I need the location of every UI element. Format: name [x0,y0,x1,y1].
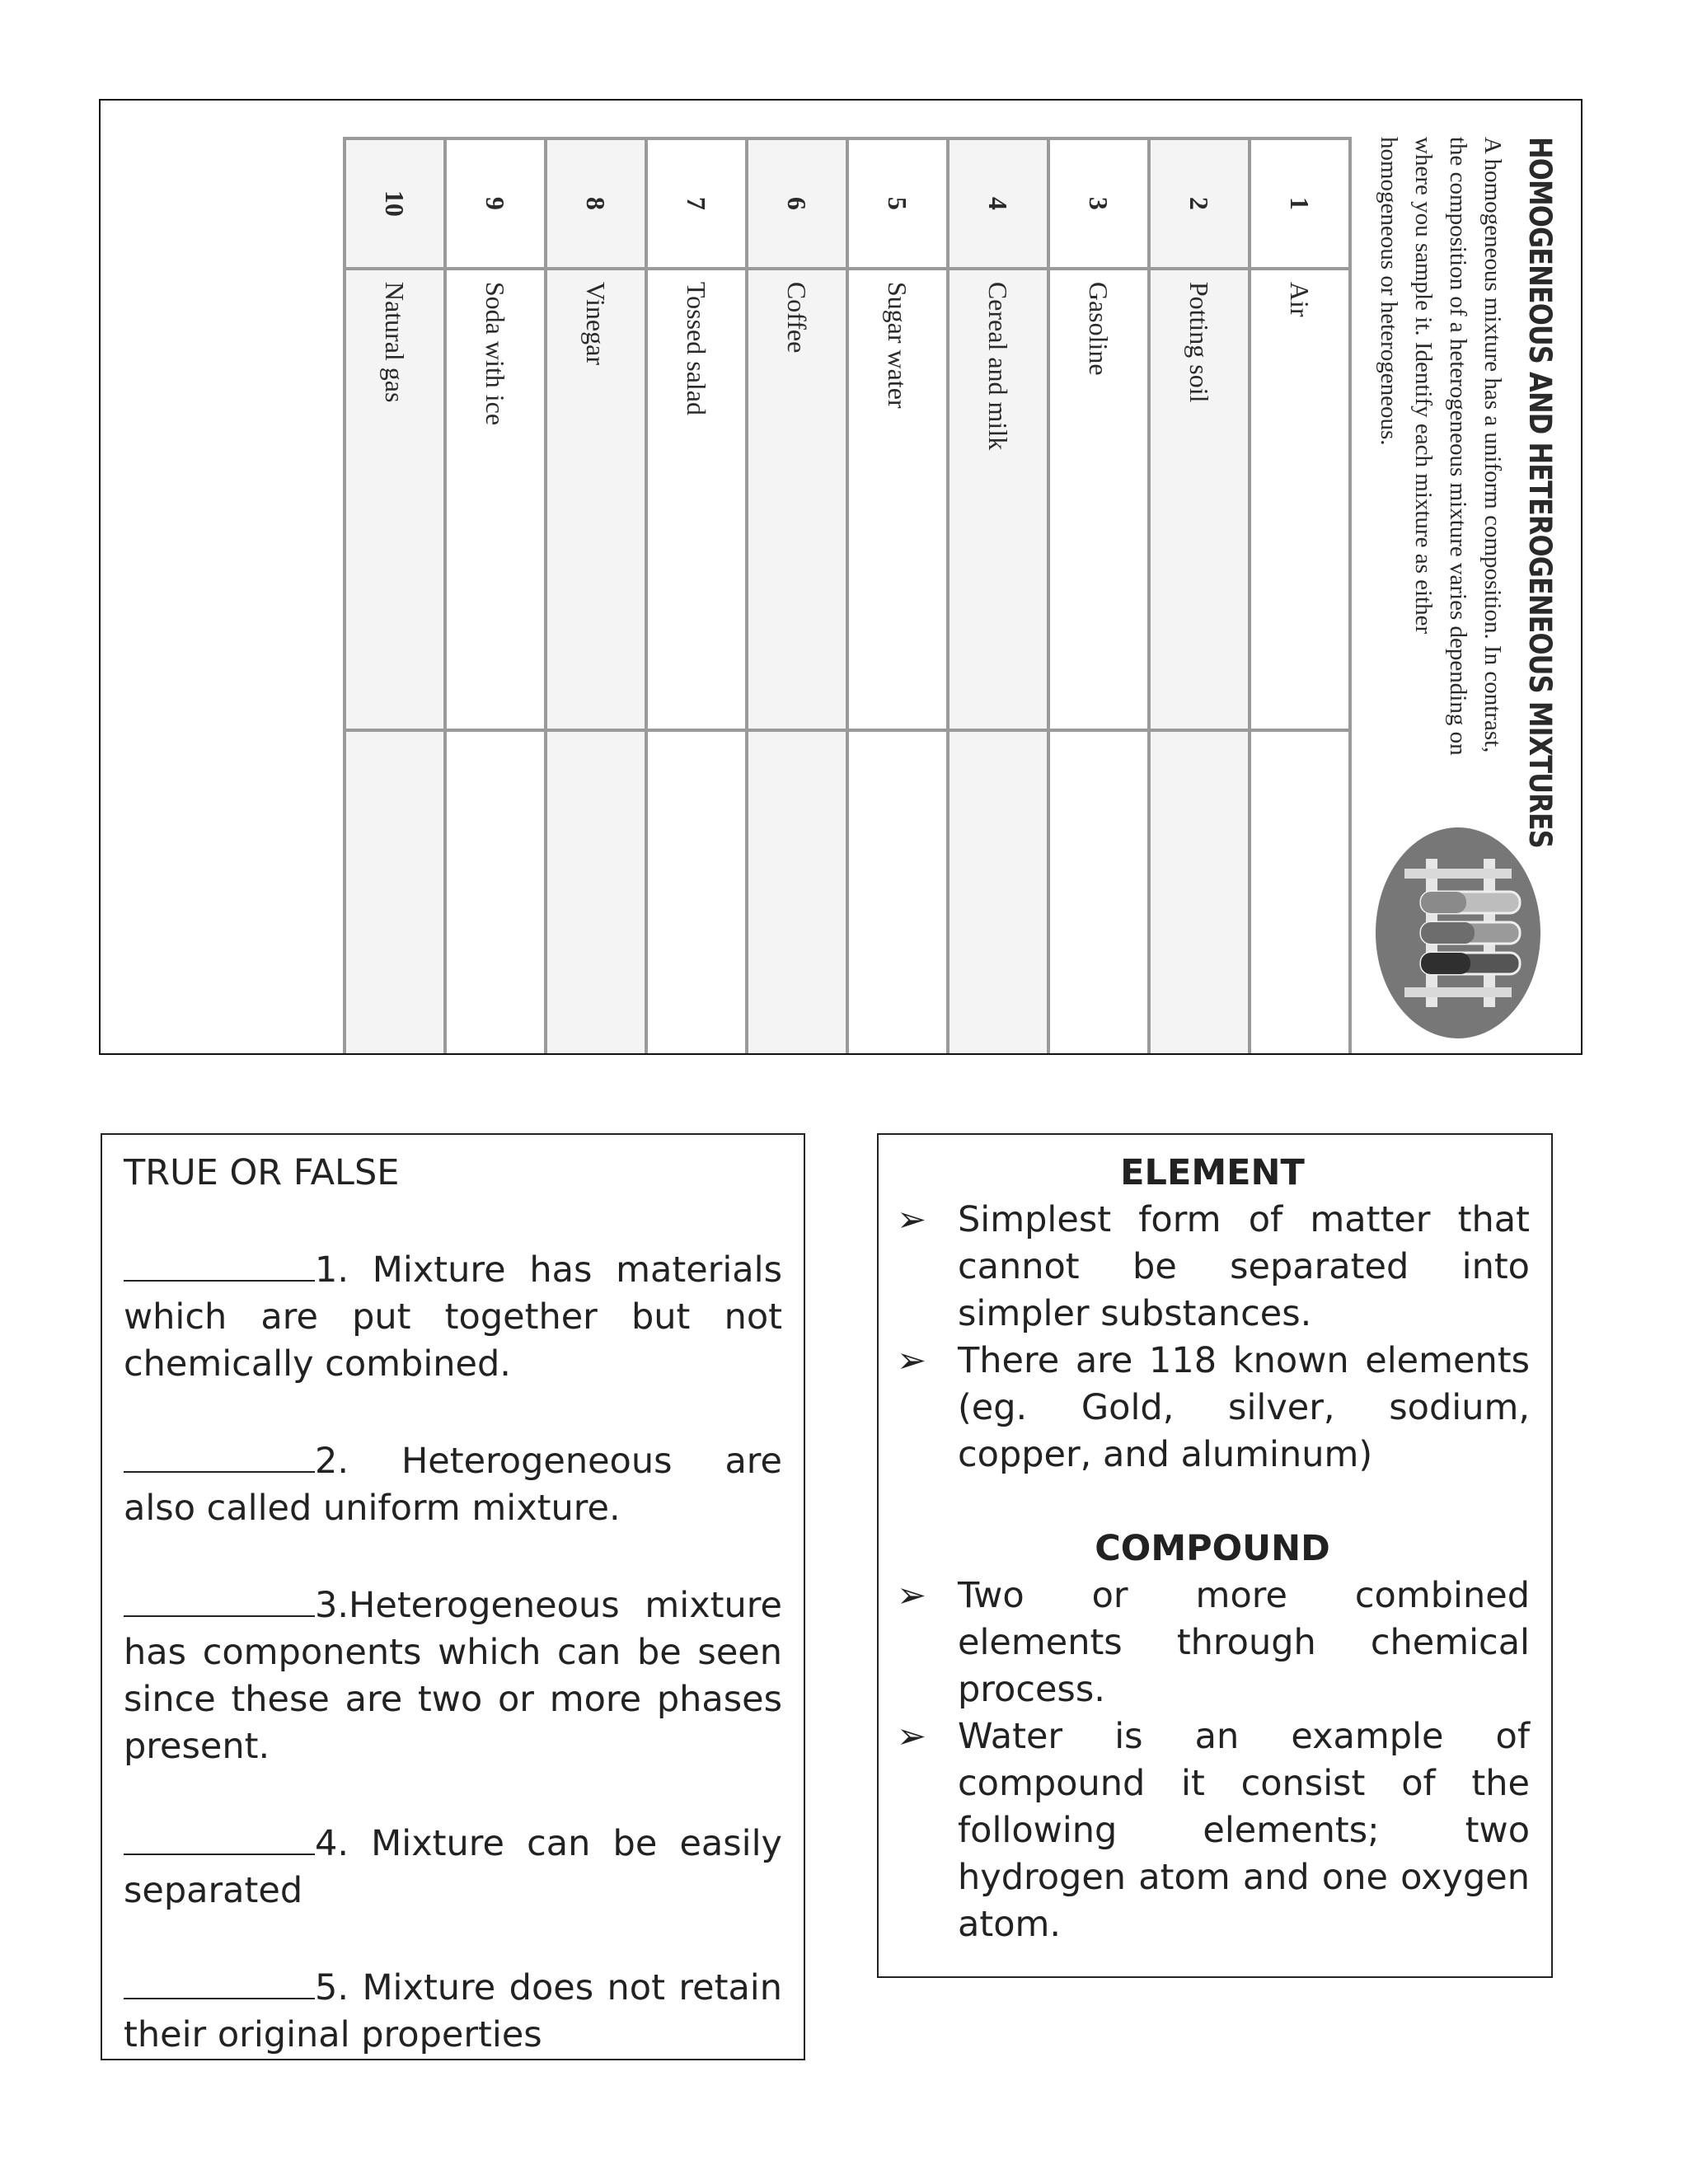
bullet-text: Water is an example of compound it consist of the following elements; two hydrogen atom and one oxygen atom. [958,1716,1530,1945]
section-spacer [895,1479,1530,1526]
row-number: 4 [948,138,1048,269]
row-substance: Vinegar [546,269,646,730]
bullet-text: Simplest form of matter that cannot be separated into simpler substances. [958,1199,1530,1334]
arrow-bullet-icon: ➢ [896,1199,927,1240]
tf-item-2 [124,1435,782,1532]
row-number: 2 [1149,138,1250,269]
row-answer-cell[interactable] [747,730,847,1055]
table-row [747,138,847,1055]
tf-item-text: 4. Mixture can be easily separated [124,1823,782,1911]
row-answer-cell[interactable] [546,730,646,1055]
tf-item-text: 5. Mixture does not retain their original properties [124,1967,782,2055]
row-answer-cell[interactable] [646,730,747,1055]
mixtures-worksheet [99,99,1582,1055]
test-tube-rack-illustration [1372,826,1545,1040]
compound-bullet-2 [895,1713,1530,1948]
row-answer-cell[interactable] [1250,730,1350,1055]
answer-blank[interactable] [124,1817,315,1855]
table-row [847,138,948,1055]
compound-heading: COMPOUND [1095,1528,1330,1569]
worksheet-title: HOMOGENEOUS AND HETEROGENEOUS MIXTURES [1522,137,1558,848]
answer-blank[interactable] [124,1579,315,1617]
row-answer-cell[interactable] [847,730,948,1055]
table-row [445,138,546,1055]
tf-item-3 [124,1579,782,1770]
row-answer-cell[interactable] [1149,730,1250,1055]
row-substance: Potting soil [1149,269,1250,730]
tf-item-5 [124,1961,782,2059]
answer-blank[interactable] [124,1961,315,1999]
row-answer-cell[interactable] [345,730,445,1055]
row-substance: Sugar water [847,269,948,730]
row-answer-cell[interactable] [948,730,1048,1055]
arrow-bullet-icon: ➢ [896,1340,927,1381]
table-row [546,138,646,1055]
row-number: 6 [747,138,847,269]
row-number: 10 [345,138,445,269]
worksheet-instructions: A homogeneous mixture has a uniform composition. In contrast, the composition of a heterogeneous mixture varies depending on where you sample it. Identify each mixture as either homogeneous or heterogeneous. [1376,137,1506,756]
table-row [1048,138,1149,1055]
compound-bullet-1 [895,1572,1530,1713]
worksheet-rotated-content [107,107,1574,1047]
tf-item-text: 3.Heterogeneous mixture has components which can be seen since these are two or more phases present. [124,1585,782,1767]
row-substance: Gasoline [1048,269,1149,730]
bullet-text: Two or more combined elements through chemical process. [958,1575,1530,1710]
row-number: 3 [1048,138,1149,269]
table-row [1250,138,1350,1055]
table-row [345,138,445,1055]
element-bullet-2 [895,1338,1530,1479]
true-or-false-title: TRUE OR FALSE [124,1152,400,1193]
row-substance: Air [1250,269,1350,730]
bullet-text: There are 118 known elements (eg. Gold, silver, sodium, copper, and aluminum) [958,1340,1530,1475]
row-answer-cell[interactable] [1048,730,1149,1055]
element-bullet-1 [895,1197,1530,1338]
compound-list [895,1572,1530,1948]
table-row [1149,138,1250,1055]
element-heading: ELEMENT [1120,1152,1305,1193]
row-substance: Tossed salad [646,269,747,730]
row-substance: Soda with ice [445,269,546,730]
row-number: 8 [546,138,646,269]
tf-item-text: 2. Heterogeneous are also called uniform mixture. [124,1441,782,1529]
row-number: 7 [646,138,747,269]
arrow-bullet-icon: ➢ [896,1575,927,1616]
tf-item-1 [124,1244,782,1388]
true-or-false-box [101,1133,805,2060]
row-answer-cell[interactable] [445,730,546,1055]
row-substance: Natural gas [345,269,445,730]
row-substance: Coffee [747,269,847,730]
arrow-bullet-icon: ➢ [896,1716,927,1757]
row-number: 9 [445,138,546,269]
tf-item-text: 1. Mixture has materials which are put together but not chemically combined. [124,1249,782,1385]
answer-blank[interactable] [124,1244,315,1282]
tf-item-4 [124,1817,782,1915]
row-number: 1 [1250,138,1350,269]
table-row [646,138,747,1055]
table-row [948,138,1048,1055]
element-compound-box [877,1133,1553,1978]
element-list [895,1197,1530,1479]
answer-blank[interactable] [124,1435,315,1473]
mixtures-table [343,137,1352,1055]
row-substance: Cereal and milk [948,269,1048,730]
row-number: 5 [847,138,948,269]
